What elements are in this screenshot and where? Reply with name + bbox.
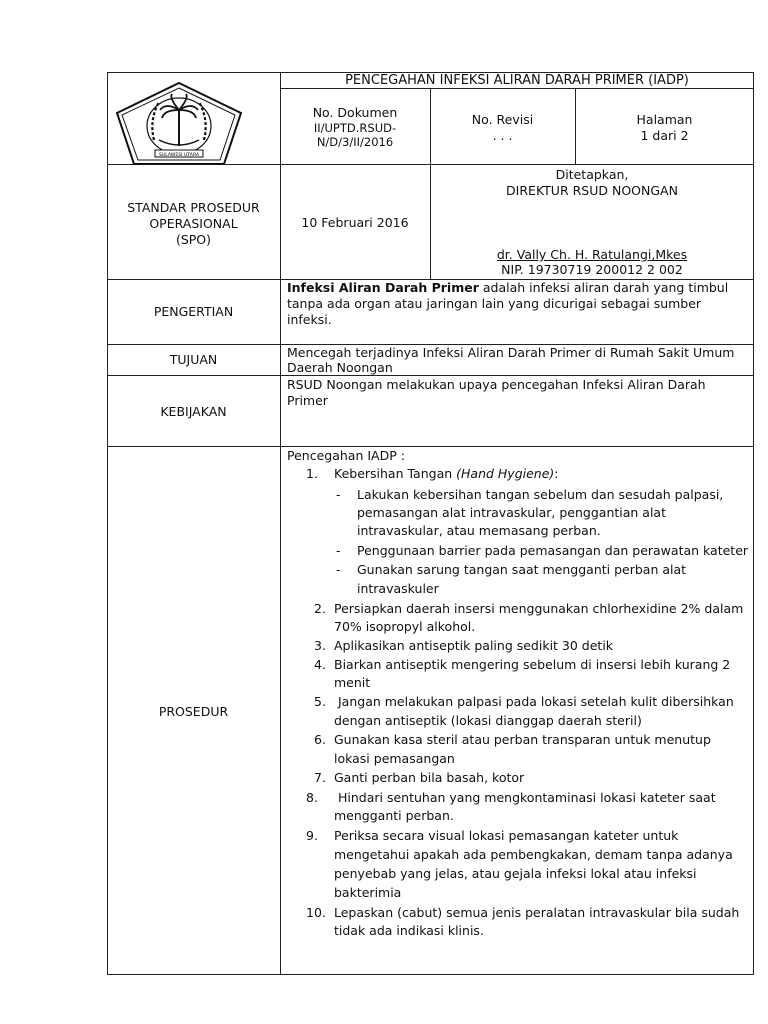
step-4-line1: Biarkan antiseptik mengering sebelum di insersi lebih kurang 2 [334, 657, 731, 672]
bullet-1-line1: Lakukan kebersihan tangan sebelum dan sesudah palpasi, [357, 487, 724, 502]
step-8-line2: mengganti perban. [334, 808, 454, 823]
kebijakan-row-divider [107, 446, 754, 447]
pengertian-line1-rest: adalah infeksi aliran darah yang timbul [482, 280, 729, 295]
step-10-number: 10. [306, 905, 326, 920]
step-2-line1: Persiapkan daerah insersi menggunakan chlorhexidine 2% dalam [334, 601, 744, 616]
prosedur-label: PROSEDUR [158, 704, 229, 719]
step-6-line1: Gunakan kasa steril atau perban transparan untuk menutup [334, 732, 711, 747]
step-3-number: 3. [314, 638, 326, 653]
pengertian-line3: infeksi. [287, 312, 332, 327]
step-2-line2: 70% isopropyl alkohol. [334, 619, 476, 634]
bullet-1-line2: pemasangan alat intravaskular, penggantian alat [357, 505, 666, 520]
kebijakan-line2: Primer [287, 393, 328, 408]
step-1-italic: (Hand Hygiene) [456, 466, 555, 481]
step-9-line2: mengetahui apakah ada pembengkakan, demam tanpa adanya [334, 847, 733, 862]
tujuan-label: TUJUAN [169, 352, 218, 367]
step-1-number: 1. [306, 466, 318, 481]
step-9-number: 9. [306, 828, 318, 843]
page-label: Halaman [636, 112, 693, 127]
step-1-text [334, 466, 559, 482]
step-3-line1: Aplikasikan antiseptik paling sedikit 30 detik [334, 638, 614, 653]
step-10-line2: tidak ada indikasi klinis. [334, 923, 484, 938]
pengertian-line1 [287, 280, 748, 296]
step-7-line1: Ganti perban bila basah, kotor [334, 770, 525, 785]
page-count: 1 dari 2 [640, 128, 689, 143]
step-5-number: 5. [314, 694, 326, 709]
bullet-3-line2: intravaskuler [357, 581, 439, 596]
prosedur-intro: Pencegahan IADP : [287, 448, 405, 463]
north-sulawesi-emblem-logo [114, 80, 244, 166]
kebijakan-line1: RSUD Noongan melakukan upaya pencegahan Infeksi Aliran Darah [287, 377, 706, 392]
bullet-1-dash: - [336, 487, 341, 502]
step-9-line3: penyebab yang jelas, atau gejala infeksi lokal atau infeksi [334, 866, 697, 881]
director-signature-name: dr. Vally Ch. H. Ratulangi,Mkes [496, 247, 688, 262]
bullet-3-line1: Gunakan sarung tangan saat mengganti perban alat [357, 562, 687, 577]
pengertian-label: PENGERTIAN [153, 304, 234, 319]
doc-number-label: No. Dokumen [312, 105, 398, 120]
director-title: DIREKTUR RSUD NOONGAN [506, 183, 678, 198]
tujuan-line2: Daerah Noongan [287, 360, 393, 375]
spo-label-line1: STANDAR PROSEDUR [127, 200, 260, 215]
step-5-line2: dengan antiseptik (lokasi dianggap daerah steril) [334, 713, 642, 728]
step-9-line4: bakterimia [334, 885, 402, 900]
step-8-line1: Hindari sentuhan yang mengkontaminasi lokasi kateter saat [338, 790, 716, 805]
step-6-number: 6. [314, 732, 326, 747]
step-10-line1: Lepaskan (cabut) semua jenis peralatan intravaskular bila sudah [334, 905, 740, 920]
step-7-number: 7. [314, 770, 326, 785]
step-1-main: Kebersihan Tangan [334, 466, 457, 481]
doc-number-value-line2: N/D/3/II/2016 [316, 135, 394, 149]
effective-date: 10 Februari 2016 [301, 215, 409, 230]
step-6-line2: lokasi pemasangan [334, 751, 455, 766]
spo-label-line3: (SPO) [175, 232, 212, 247]
step-8-number: 8. [306, 790, 318, 805]
step-4-number: 4. [314, 657, 326, 672]
revision-label: No. Revisi [471, 112, 534, 127]
step-9-line1: Periksa secara visual lokasi pemasangan kateter untuk [334, 828, 679, 843]
step-1-colon: : [554, 466, 559, 481]
pengertian-bold-term: Infeksi Aliran Darah Primer [287, 280, 479, 295]
step-4-line2: menit [334, 675, 371, 690]
pengertian-line2: tanpa ada organ atau jaringan lain yang dicurigai sebagai sumber [287, 296, 702, 311]
director-nip: NIP. 19730719 200012 2 002 [501, 262, 683, 277]
label-column-divider [280, 72, 281, 975]
kebijakan-label: KEBIJAKAN [160, 404, 227, 419]
step-2-number: 2. [314, 601, 326, 616]
bullet-2-line1: Penggunaan barrier pada pemasangan dan perawatan kateter [357, 543, 749, 558]
spo-label-line2: OPERASIONAL [149, 216, 238, 231]
bullet-2-dash: - [336, 543, 341, 558]
bullet-3-dash: - [336, 562, 341, 577]
tujuan-line1: Mencegah terjadinya Infeksi Aliran Darah Primer di Rumah Sakit Umum [287, 345, 735, 360]
revision-value: . . . [492, 128, 513, 143]
bullet-1-line3: intravaskular, atau memasang perban. [357, 523, 601, 538]
set-by-label: Ditetapkan, [555, 167, 629, 182]
document-title: PENCEGAHAN INFEKSI ALIRAN DARAH PRIMER (IADP) [345, 73, 689, 88]
doc-number-value-line1: II/UPTD.RSUD- [313, 121, 397, 135]
logo-banner-text: SULAWESI UTARA [158, 153, 200, 158]
step-5-line1: Jangan melakukan palpasi pada lokasi setelah kulit dibersihkan [338, 694, 734, 709]
